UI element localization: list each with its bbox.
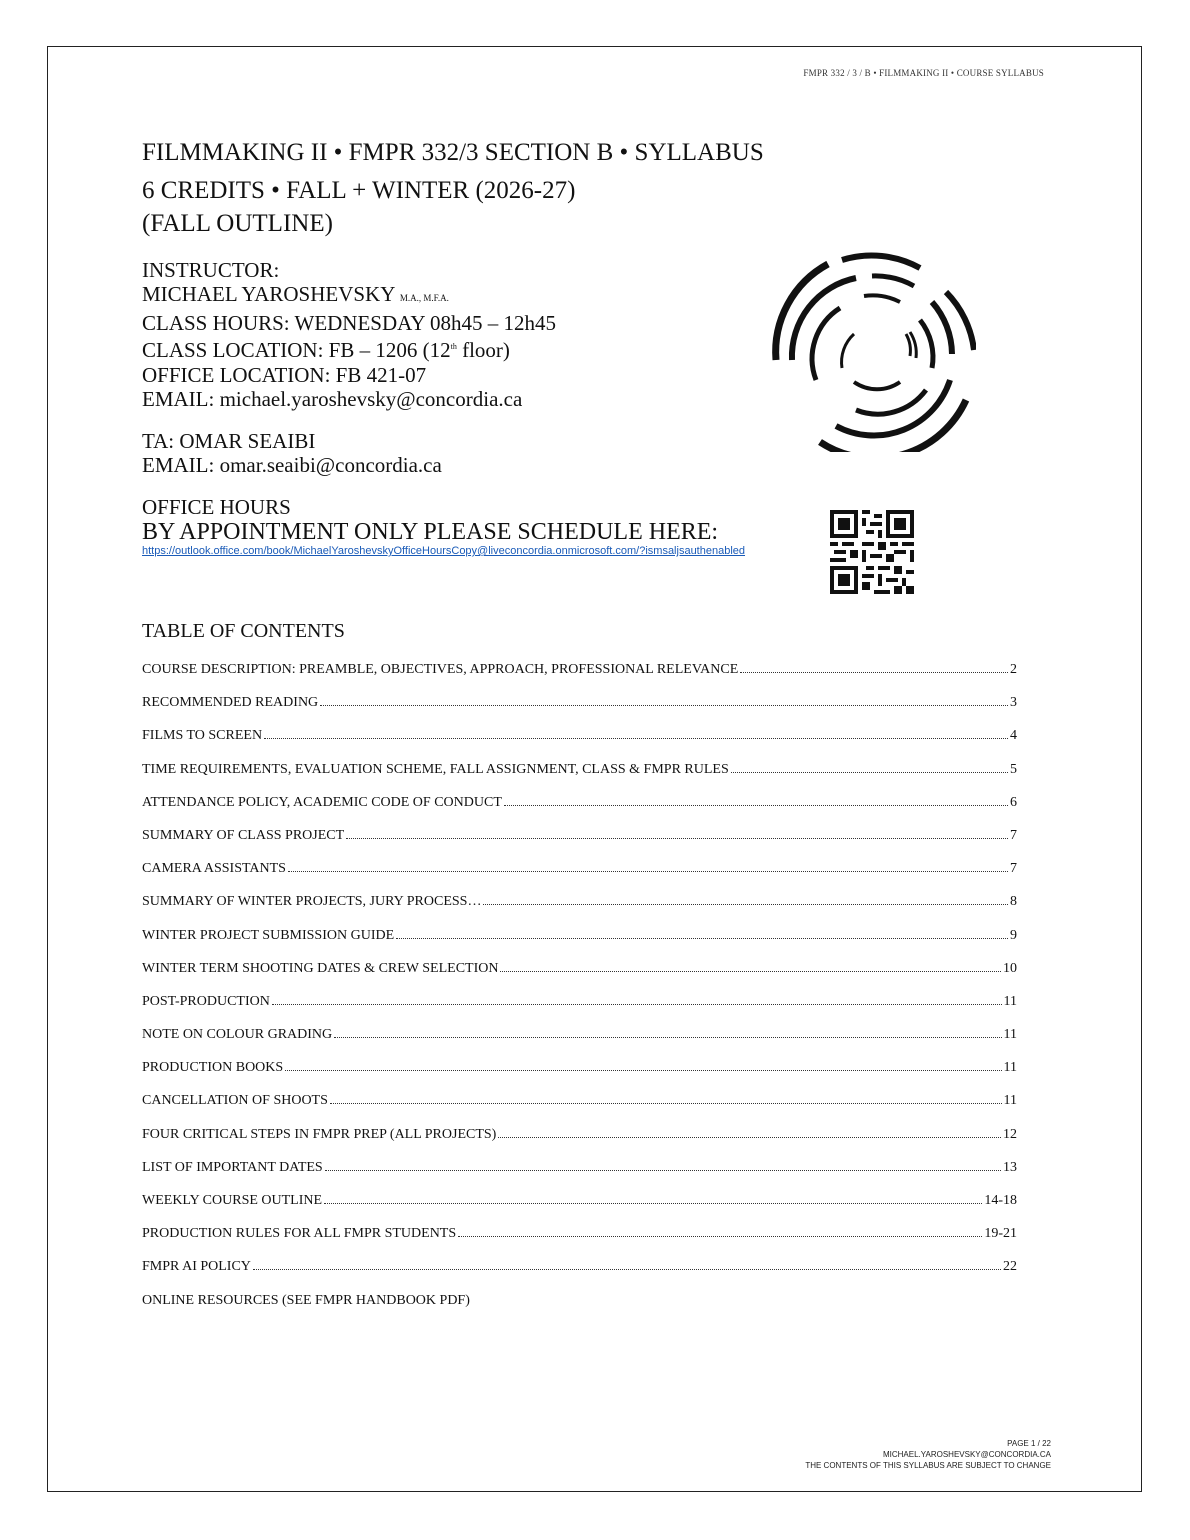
toc-leader-dots xyxy=(320,705,1008,706)
class-location-sup: th xyxy=(450,342,457,352)
office-hours xyxy=(142,495,745,557)
toc-entry-page: 5 xyxy=(1010,761,1017,777)
ta-email-label: EMAIL: xyxy=(142,453,215,477)
toc-entry-label: WEEKLY COURSE OUTLINE xyxy=(142,1193,323,1208)
toc-entry-label: LIST OF IMPORTANT DATES xyxy=(142,1159,323,1175)
footer-notice: THE CONTENTS OF THIS SYLLABUS ARE SUBJECT TO CHANGE xyxy=(805,1461,1051,1470)
toc-entry[interactable] xyxy=(142,928,1017,961)
class-hours-value: 08h45 – 12h45 xyxy=(430,310,557,335)
toc-entry[interactable] xyxy=(142,662,1017,695)
toc-entry-page: 7 xyxy=(1010,861,1017,877)
toc-entry-label: NOTE ON COLOUR GRADING xyxy=(142,1027,333,1043)
toc-leader-dots xyxy=(483,904,1008,905)
toc-entry-page: 9 xyxy=(1010,927,1017,943)
toc-entry[interactable] xyxy=(142,994,1017,1027)
toc-entry-page: 7 xyxy=(1010,827,1017,843)
office-hours-heading: OFFICE HOURS xyxy=(142,495,291,519)
toc-entry-label: ONLINE RESOURCES (SEE FMPR HANDBOOK PDF) xyxy=(142,1292,470,1308)
toc-entry-page: 11 xyxy=(1003,1093,1017,1109)
toc-entry[interactable] xyxy=(142,1127,1017,1160)
toc-leader-dots xyxy=(740,672,1008,673)
toc-leader-dots xyxy=(346,838,1008,839)
toc-entry-label: WINTER TERM SHOOTING DATES & CREW SELECTION xyxy=(142,960,499,976)
toc-entry-label: FILMS TO SCREEN xyxy=(142,728,263,744)
page-footer xyxy=(805,1438,1051,1471)
toc-leader-dots xyxy=(285,1070,1001,1071)
toc-entry-page: 11 xyxy=(1003,993,1017,1009)
toc-leader-dots xyxy=(458,1236,982,1237)
toc-leader-dots xyxy=(324,1203,982,1204)
toc-leader-dots xyxy=(498,1137,1001,1138)
toc-title: TABLE OF CONTENTS xyxy=(142,620,345,642)
toc-entry[interactable] xyxy=(142,1160,1017,1193)
ta-info xyxy=(142,429,442,477)
instructor-info xyxy=(142,258,556,411)
course-title: FILMMAKING II • FMPR 332/3 SECTION B • SYLLABUS xyxy=(142,139,764,166)
toc-entry[interactable] xyxy=(142,795,1017,828)
toc-entry-page: 8 xyxy=(1010,894,1017,910)
instructor-email-value[interactable]: michael.yaroshevsky@concordia.ca xyxy=(219,387,523,412)
toc-entry-page: 11 xyxy=(1003,1027,1017,1043)
toc-entry-label: SUMMARY OF WINTER PROJECTS, JURY PROCESS… xyxy=(142,894,482,910)
toc-leader-dots xyxy=(264,738,1008,739)
toc-entry-page: 10 xyxy=(1003,960,1017,976)
booking-link[interactable]: https://outlook.office.com/book/MichaelYaroshevskyOfficeHoursCopy@liveconcordia.onmicrosoft.com/?ismsaljsauthenabled xyxy=(142,545,746,557)
toc-leader-dots xyxy=(325,1170,1001,1171)
toc-entry-page: 6 xyxy=(1010,794,1017,810)
toc-entry-label: WINTER PROJECT SUBMISSION GUIDE xyxy=(142,927,395,943)
instructor-credentials: M.A., M.F.A. xyxy=(399,293,449,304)
toc-entry[interactable] xyxy=(142,695,1017,728)
footer-email: MICHAEL.YAROSHEVSKY@CONCORDIA.CA xyxy=(882,1450,1051,1459)
toc-leader-dots xyxy=(731,772,1008,773)
toc-entry[interactable] xyxy=(142,1060,1017,1093)
toc-leader-dots xyxy=(288,871,1008,872)
toc-entry[interactable] xyxy=(142,1293,1017,1326)
toc-entry-label: ATTENDANCE POLICY, ACADEMIC CODE OF CONDUCT xyxy=(142,794,502,810)
toc-entry-label: SUMMARY OF CLASS PROJECT xyxy=(142,827,345,843)
toc-entry-page: 19-21 xyxy=(984,1226,1017,1242)
toc-entry-page: 3 xyxy=(1010,695,1017,711)
ta-name: TA: OMAR SEAIBI xyxy=(142,429,316,453)
instructor-email xyxy=(142,387,556,411)
toc-entry-label: CAMERA ASSISTANTS xyxy=(142,861,286,877)
toc-entry-label: CANCELLATION OF SHOOTS xyxy=(142,1093,328,1109)
toc-entry-page: 12 xyxy=(1003,1126,1017,1142)
instructor-name: MICHAEL YAROSHEVSKY xyxy=(142,282,395,307)
film-reel-spiral-logo-icon xyxy=(770,250,976,452)
toc-entry-label: FOUR CRITICAL STEPS IN FMPR PREP (ALL PROJECTS) xyxy=(142,1126,497,1142)
running-head: FMPR 332 / 3 / B • FILMMAKING II • COURSE SYLLABUS xyxy=(803,68,1044,78)
instructor-name-line xyxy=(142,282,556,310)
toc-entry-page: 14-18 xyxy=(984,1193,1017,1208)
table-of-contents xyxy=(142,662,1017,1326)
toc-leader-dots xyxy=(272,1004,1002,1005)
toc-entry-label: TIME REQUIREMENTS, EVALUATION SCHEME, FALL ASSIGNMENT, CLASS & FMPR RULES xyxy=(142,761,729,777)
course-outline-note: (FALL OUTLINE) xyxy=(142,210,333,237)
ta-email xyxy=(142,453,442,477)
toc-leader-dots xyxy=(504,805,1008,806)
toc-entry-label: COURSE DESCRIPTION: PREAMBLE, OBJECTIVES, APPROACH, PROFESSIONAL RELEVANCE xyxy=(142,662,739,677)
toc-entry[interactable] xyxy=(142,728,1017,761)
toc-entry-page: 22 xyxy=(1003,1259,1017,1275)
qr-code-icon xyxy=(830,510,914,594)
ta-email-value[interactable]: omar.seaibi@concordia.ca xyxy=(219,453,442,477)
class-hours xyxy=(142,311,556,335)
toc-entry-page: 11 xyxy=(1003,1060,1017,1076)
toc-leader-dots xyxy=(330,1103,1002,1104)
toc-entry[interactable] xyxy=(142,762,1017,795)
toc-entry-label: POST-PRODUCTION xyxy=(142,993,270,1009)
toc-entry-label: PRODUCTION BOOKS xyxy=(142,1060,284,1076)
toc-entry[interactable] xyxy=(142,961,1017,994)
toc-entry-page: 2 xyxy=(1010,662,1017,677)
toc-entry[interactable] xyxy=(142,1193,1017,1226)
toc-leader-dots xyxy=(253,1269,1001,1270)
instructor-label: INSTRUCTOR: xyxy=(142,258,280,282)
class-location-end: floor) xyxy=(456,338,510,363)
toc-entry[interactable] xyxy=(142,1093,1017,1126)
appointment-note: BY APPOINTMENT ONLY PLEASE SCHEDULE HERE: xyxy=(142,519,719,545)
class-hours-label: CLASS HOURS: WEDNESDAY xyxy=(142,310,425,335)
toc-entry[interactable] xyxy=(142,1259,1017,1292)
toc-entry[interactable] xyxy=(142,861,1017,894)
class-location-label: CLASS LOCATION: FB – xyxy=(142,338,371,363)
toc-leader-dots xyxy=(500,971,1001,972)
class-location xyxy=(142,335,556,362)
course-credits: 6 CREDITS • FALL + WINTER (2026-27) xyxy=(142,177,576,204)
toc-entry[interactable] xyxy=(142,1226,1017,1259)
class-location-value: 1206 (12 xyxy=(375,338,451,363)
instructor-email-label: EMAIL: xyxy=(142,387,215,412)
toc-entry[interactable] xyxy=(142,1027,1017,1060)
toc-entry-label: PRODUCTION RULES FOR ALL FMPR STUDENTS xyxy=(142,1226,457,1242)
toc-entry-label: FMPR AI POLICY xyxy=(142,1259,251,1275)
toc-entry-label: RECOMMENDED READING xyxy=(142,695,319,711)
toc-entry-page: 13 xyxy=(1003,1159,1017,1175)
page-number: PAGE 1 / 22 xyxy=(1007,1439,1051,1448)
toc-entry[interactable] xyxy=(142,894,1017,927)
toc-entry[interactable] xyxy=(142,828,1017,861)
toc-leader-dots xyxy=(334,1037,1001,1038)
toc-leader-dots xyxy=(396,938,1008,939)
toc-entry-page: 4 xyxy=(1010,728,1017,744)
office-location: OFFICE LOCATION: FB 421-07 xyxy=(142,362,427,387)
